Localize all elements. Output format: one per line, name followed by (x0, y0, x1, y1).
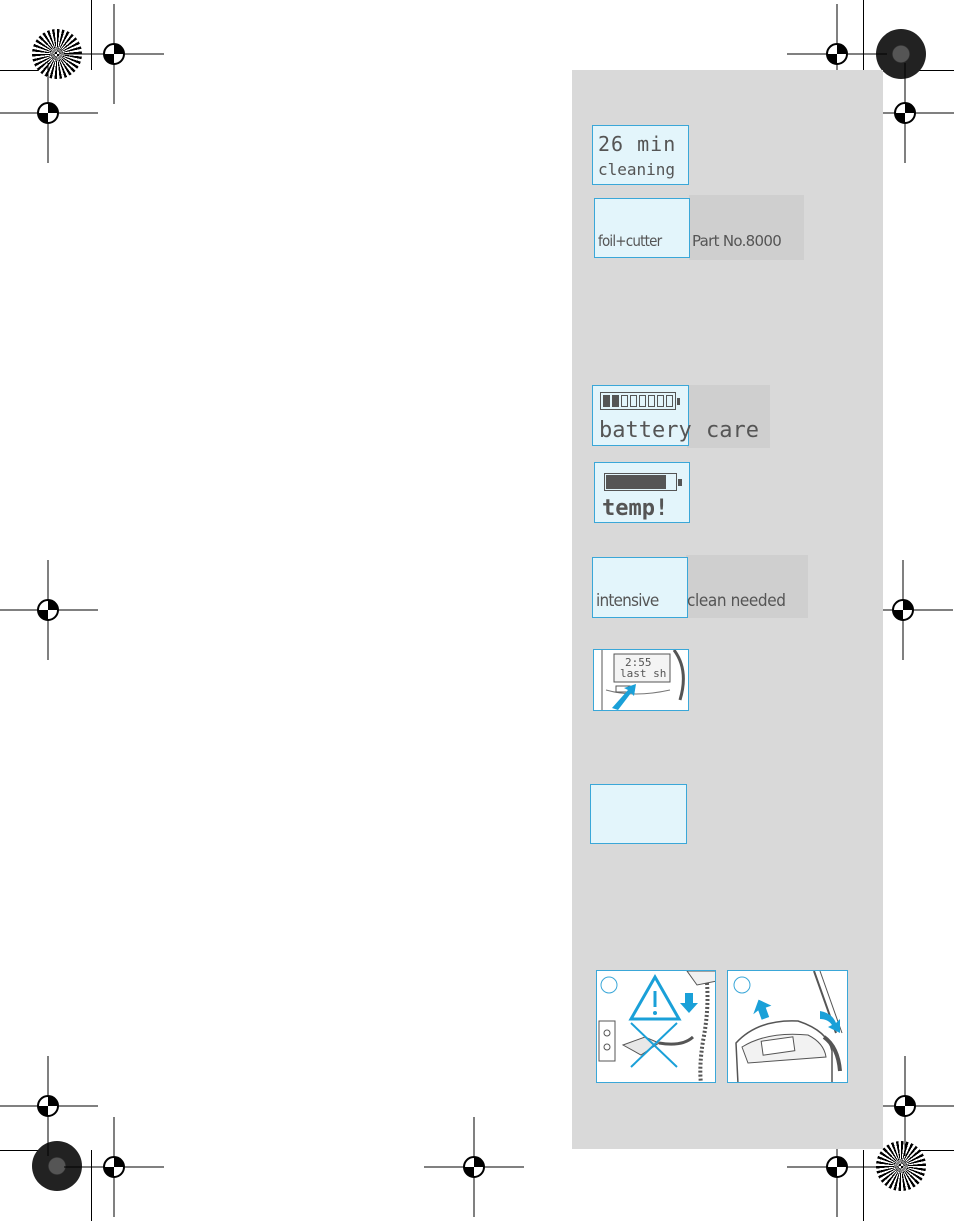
part-number: Part No.8000 (692, 232, 782, 250)
device-illustration (593, 649, 689, 711)
open-station-illustration (728, 971, 848, 1083)
clean-needed-label: clean needed (687, 591, 786, 611)
battery-segment (639, 395, 646, 407)
device-screen-time: 2:55 (625, 656, 652, 669)
registration-mark-icon (0, 63, 98, 163)
cleaning-time: 26 min (598, 132, 677, 156)
battery-segment (657, 395, 664, 407)
battery-care-label: care (706, 418, 759, 443)
temp-label: temp! (602, 496, 669, 521)
arrow-down-icon (680, 993, 698, 1013)
display-extension (689, 195, 804, 260)
battery-full-icon (604, 473, 677, 491)
battery-fill (606, 475, 666, 489)
foil-cutter-label: foil+cutter (598, 232, 662, 250)
registration-mark-icon (424, 1117, 524, 1217)
battery-tip (677, 398, 680, 405)
device-screen-label: last sh (620, 667, 667, 680)
battery-segment (666, 395, 673, 407)
display-blank (590, 784, 687, 844)
illustration-unplug (596, 970, 716, 1083)
arrow-up-icon (749, 996, 775, 1022)
battery-segment (630, 395, 637, 407)
battery-label: battery (599, 418, 692, 443)
registration-mark-icon (64, 1117, 164, 1217)
battery-segments (603, 395, 673, 407)
display-temp (594, 462, 690, 523)
battery-tip (678, 479, 682, 486)
unplug-illustration (597, 971, 716, 1083)
cleaning-label: cleaning (598, 160, 676, 179)
battery-segment (603, 395, 610, 407)
battery-segment (612, 395, 619, 407)
registration-mark-icon (0, 560, 98, 660)
display-cleaning (592, 125, 689, 185)
battery-segment (621, 395, 628, 407)
intensive-label: intensive (596, 591, 659, 611)
illustration-open (727, 970, 848, 1083)
battery-icon (600, 392, 676, 410)
battery-segment (648, 395, 655, 407)
